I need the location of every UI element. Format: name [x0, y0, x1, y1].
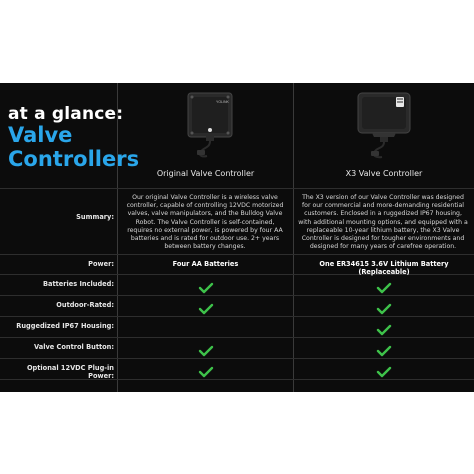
heading-valve-controllers	[8, 123, 139, 171]
heading-controllers: Controllers	[8, 147, 140, 171]
check-icon	[376, 363, 392, 375]
check-icon	[198, 300, 214, 312]
x3-power: One ER34615 3.6V Lithium Battery (Replaceable)	[319, 260, 449, 276]
power-label: Power:	[88, 260, 114, 268]
valve-control-button-label: Valve Control Button:	[34, 343, 114, 351]
comparison-panel	[0, 83, 474, 392]
check-icon	[376, 342, 392, 354]
x3-valve-controller-image	[352, 89, 416, 161]
original-valve-controller-image	[180, 89, 240, 159]
original-summary: Our original Valve Controller is a wireless valve controller, capable of controlling 12VDC motorized valves, valve manipulators, and the Bulldog Valve Robot. The Valve Controller is self-contained, requires no external power, is powered by four AA batteries and is rated for outdoor use. 2+ years between battery changes.	[126, 194, 284, 251]
yolink-logo: YOLINK	[216, 100, 229, 104]
row-divider	[0, 337, 474, 338]
row-divider	[0, 295, 474, 296]
x3-summary: The X3 version of our Valve Controller was designed for our commercial and more-demanding residential customers. Enclosed in a ruggedized IP67 housing, with additional mounting options, and equipped with a replaceable 10-year lithium battery, the X3 Valve Controller is designed for tougher environments and designed for many years of carefree operation.	[298, 194, 468, 251]
check-icon	[198, 363, 214, 375]
check-icon	[198, 279, 214, 291]
check-icon	[376, 321, 392, 333]
row-divider	[0, 188, 474, 189]
check-icon	[198, 342, 214, 354]
ip67-housing-label: Ruggedized IP67 Housing:	[16, 322, 114, 330]
row-divider	[0, 316, 474, 317]
check-icon	[376, 300, 392, 312]
plugin-power-label: Optional 12VDC Plug-in Power:	[26, 364, 114, 380]
column-divider-center	[293, 83, 294, 392]
batteries-included-label: Batteries Included:	[42, 280, 114, 288]
original-power: Four AA Batteries	[172, 260, 239, 268]
outdoor-rated-label: Outdoor-Rated:	[56, 301, 114, 309]
row-divider	[0, 254, 474, 255]
x3-column-title: X3 Valve Controller	[345, 169, 423, 178]
row-divider	[0, 358, 474, 359]
summary-label: Summary:	[76, 213, 114, 221]
heading-valve: Valve	[8, 123, 73, 147]
original-column-title: Original Valve Controller	[156, 169, 255, 178]
check-icon	[376, 279, 392, 291]
heading-at-a-glance: at a glance:	[8, 104, 124, 124]
